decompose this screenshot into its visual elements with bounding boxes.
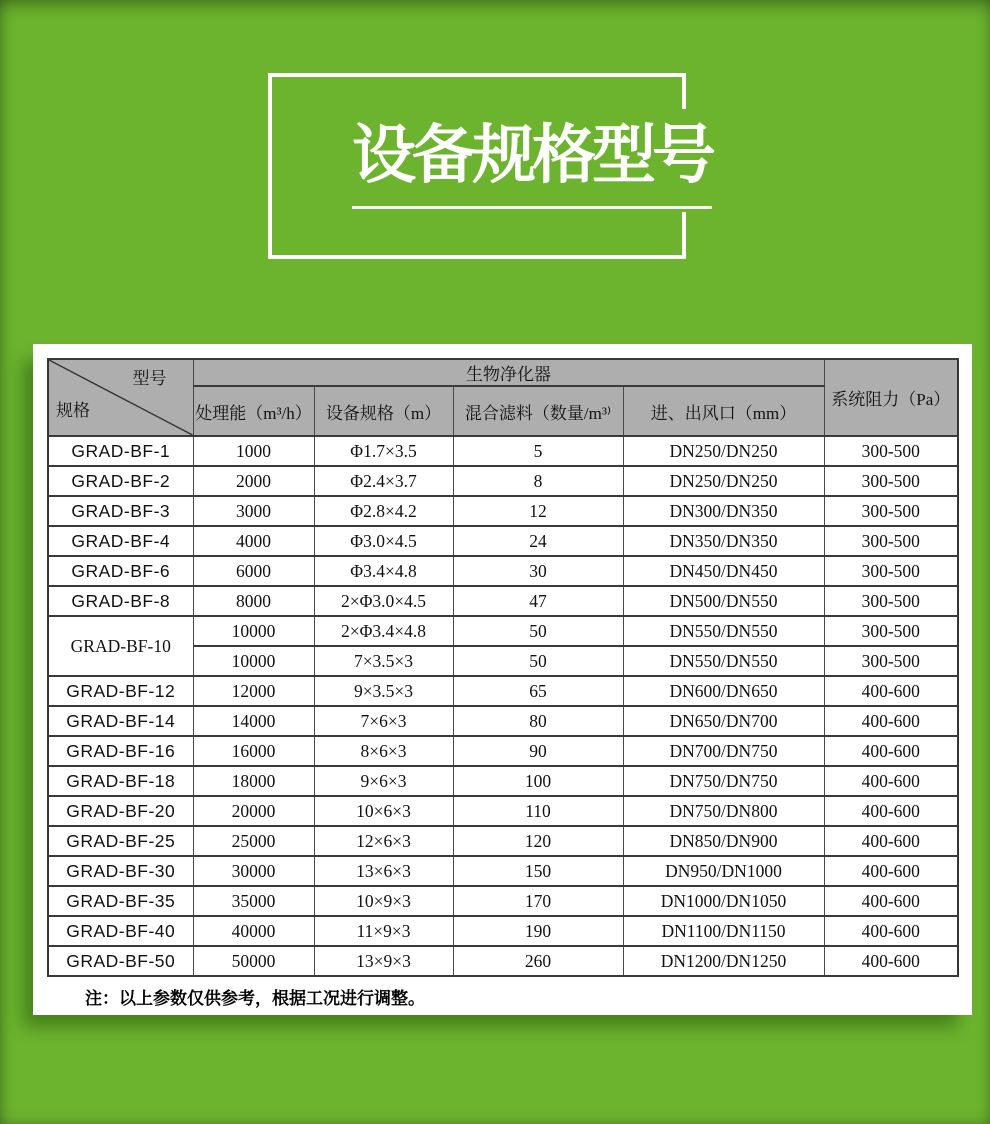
- model-cell: GRAD-BF-16: [48, 736, 193, 766]
- filter-cell: 50: [453, 646, 623, 676]
- title-frame-right-bottom-bar: [682, 212, 686, 259]
- header-group-row: [48, 359, 958, 386]
- capacity-cell: 2000: [193, 466, 314, 496]
- resistance-cell: 400-600: [824, 796, 958, 826]
- resistance-cell: 300-500: [824, 556, 958, 586]
- filter-cell: 80: [453, 706, 623, 736]
- resistance-cell: 300-500: [824, 646, 958, 676]
- table-row: [48, 466, 958, 496]
- page-title: 设备规格型号: [352, 119, 712, 193]
- capacity-cell: 12000: [193, 676, 314, 706]
- ports-cell: DN550/DN550: [623, 616, 824, 646]
- table-row: [48, 916, 958, 946]
- spec-cell: 13×6×3: [314, 856, 453, 886]
- filter-cell: 12: [453, 496, 623, 526]
- resistance-cell: 400-600: [824, 916, 958, 946]
- spec-cell: 13×9×3: [314, 946, 453, 976]
- group-header-cell: 生物净化器: [193, 359, 824, 386]
- model-cell: GRAD-BF-14: [48, 706, 193, 736]
- table-row: [48, 586, 958, 616]
- resistance-cell: 300-500: [824, 496, 958, 526]
- table-row: [48, 946, 958, 976]
- model-cell: GRAD-BF-10: [48, 616, 193, 676]
- spec-cell: Φ2.8×4.2: [314, 496, 453, 526]
- filter-cell: 260: [453, 946, 623, 976]
- model-cell: GRAD-BF-1: [48, 436, 193, 466]
- spec-cell: 2×Φ3.0×4.5: [314, 586, 453, 616]
- table-row: [48, 796, 958, 826]
- ports-cell: DN650/DN700: [623, 706, 824, 736]
- ports-cell: DN450/DN450: [623, 556, 824, 586]
- table-row: [48, 496, 958, 526]
- ports-cell: DN250/DN250: [623, 466, 824, 496]
- filter-cell: 170: [453, 886, 623, 916]
- capacity-cell: 50000: [193, 946, 314, 976]
- spec-cell: 10×9×3: [314, 886, 453, 916]
- ports-cell: DN1200/DN1250: [623, 946, 824, 976]
- ports-cell: DN1100/DN1150: [623, 916, 824, 946]
- filter-cell: 65: [453, 676, 623, 706]
- col-header-resistance: 系统阻力（Pa）: [824, 359, 958, 436]
- spec-cell: 10×6×3: [314, 796, 453, 826]
- model-cell: GRAD-BF-40: [48, 916, 193, 946]
- title-frame-left-bar: [268, 73, 272, 259]
- filter-cell: 100: [453, 766, 623, 796]
- filter-cell: 150: [453, 856, 623, 886]
- ports-cell: DN500/DN550: [623, 586, 824, 616]
- resistance-cell: 400-600: [824, 706, 958, 736]
- table-row: [48, 886, 958, 916]
- capacity-cell: 18000: [193, 766, 314, 796]
- resistance-cell: 300-500: [824, 586, 958, 616]
- ports-cell: DN550/DN550: [623, 646, 824, 676]
- spec-panel: [33, 344, 972, 1015]
- spec-cell: 11×9×3: [314, 916, 453, 946]
- table-row: [48, 556, 958, 586]
- capacity-cell: 10000: [193, 646, 314, 676]
- capacity-cell: 16000: [193, 736, 314, 766]
- spec-cell: Φ1.7×3.5: [314, 436, 453, 466]
- filter-cell: 110: [453, 796, 623, 826]
- spec-cell: 2×Φ3.4×4.8: [314, 616, 453, 646]
- resistance-cell: 300-500: [824, 466, 958, 496]
- corner-bottom-label: 规格: [56, 401, 90, 420]
- table-row: [48, 736, 958, 766]
- col-header-spec: 设备规格（m）: [314, 386, 453, 436]
- spec-cell: 8×6×3: [314, 736, 453, 766]
- ports-cell: DN750/DN750: [623, 766, 824, 796]
- filter-cell: 30: [453, 556, 623, 586]
- table-row: [48, 526, 958, 556]
- note-text: 注：以上参数仅供参考，根据工况进行调整。: [85, 989, 425, 1009]
- model-cell: GRAD-BF-25: [48, 826, 193, 856]
- spec-cell: 7×3.5×3: [314, 646, 453, 676]
- model-cell: GRAD-BF-8: [48, 586, 193, 616]
- model-cell: GRAD-BF-50: [48, 946, 193, 976]
- filter-cell: 90: [453, 736, 623, 766]
- filter-cell: 50: [453, 616, 623, 646]
- capacity-cell: 30000: [193, 856, 314, 886]
- ports-cell: DN850/DN900: [623, 826, 824, 856]
- spec-cell: 12×6×3: [314, 826, 453, 856]
- table-row: [48, 766, 958, 796]
- filter-cell: 5: [453, 436, 623, 466]
- ports-cell: DN950/DN1000: [623, 856, 824, 886]
- capacity-cell: 35000: [193, 886, 314, 916]
- title-frame-right-top-bar: [682, 73, 686, 109]
- title-frame-bottom-bar: [268, 255, 686, 259]
- model-cell: GRAD-BF-20: [48, 796, 193, 826]
- spec-cell: Φ3.4×4.8: [314, 556, 453, 586]
- spec-table: [47, 358, 959, 977]
- capacity-cell: 25000: [193, 826, 314, 856]
- ports-cell: DN1000/DN1050: [623, 886, 824, 916]
- capacity-cell: 1000: [193, 436, 314, 466]
- capacity-cell: 3000: [193, 496, 314, 526]
- capacity-cell: 40000: [193, 916, 314, 946]
- filter-cell: 190: [453, 916, 623, 946]
- corner-top-label: 型号: [132, 369, 167, 388]
- resistance-cell: 400-600: [824, 946, 958, 976]
- model-cell: GRAD-BF-3: [48, 496, 193, 526]
- model-cell: GRAD-BF-18: [48, 766, 193, 796]
- filter-cell: 24: [453, 526, 623, 556]
- resistance-cell: 400-600: [824, 676, 958, 706]
- model-cell: GRAD-BF-6: [48, 556, 193, 586]
- filter-cell: 8: [453, 466, 623, 496]
- col-header-filter: 混合滤料（数量/m³⁾: [453, 386, 623, 436]
- table-row: [48, 856, 958, 886]
- model-cell: GRAD-BF-30: [48, 856, 193, 886]
- ports-cell: DN300/DN350: [623, 496, 824, 526]
- filter-cell: 47: [453, 586, 623, 616]
- corner-header-cell: [48, 359, 193, 436]
- resistance-cell: 400-600: [824, 826, 958, 856]
- ports-cell: DN750/DN800: [623, 796, 824, 826]
- capacity-cell: 14000: [193, 706, 314, 736]
- ports-cell: DN250/DN250: [623, 436, 824, 466]
- title-frame-top-bar: [268, 73, 686, 77]
- model-cell: GRAD-BF-2: [48, 466, 193, 496]
- col-header-capacity: 处理能（m³/h）: [193, 386, 314, 436]
- model-cell: GRAD-BF-4: [48, 526, 193, 556]
- resistance-cell: 400-600: [824, 766, 958, 796]
- ports-cell: DN700/DN750: [623, 736, 824, 766]
- capacity-cell: 4000: [193, 526, 314, 556]
- model-cell: GRAD-BF-12: [48, 676, 193, 706]
- spec-cell: 9×3.5×3: [314, 676, 453, 706]
- resistance-cell: 300-500: [824, 526, 958, 556]
- capacity-cell: 6000: [193, 556, 314, 586]
- filter-cell: 120: [453, 826, 623, 856]
- table-row: [48, 436, 958, 466]
- model-cell: GRAD-BF-35: [48, 886, 193, 916]
- resistance-cell: 400-600: [824, 736, 958, 766]
- ports-cell: DN600/DN650: [623, 676, 824, 706]
- capacity-cell: 10000: [193, 616, 314, 646]
- table-row: [48, 826, 958, 856]
- resistance-cell: 400-600: [824, 886, 958, 916]
- col-header-ports: 进、出风口（mm）: [623, 386, 824, 436]
- spec-cell: 9×6×3: [314, 766, 453, 796]
- resistance-cell: 400-600: [824, 856, 958, 886]
- resistance-cell: 300-500: [824, 616, 958, 646]
- spec-cell: Φ2.4×3.7: [314, 466, 453, 496]
- spec-cell: Φ3.0×4.5: [314, 526, 453, 556]
- title-underline: [352, 206, 712, 209]
- resistance-cell: 300-500: [824, 436, 958, 466]
- capacity-cell: 20000: [193, 796, 314, 826]
- capacity-cell: 8000: [193, 586, 314, 616]
- table-row: [48, 676, 958, 706]
- table-row: [48, 706, 958, 736]
- ports-cell: DN350/DN350: [623, 526, 824, 556]
- spec-cell: 7×6×3: [314, 706, 453, 736]
- table-row: [48, 616, 958, 646]
